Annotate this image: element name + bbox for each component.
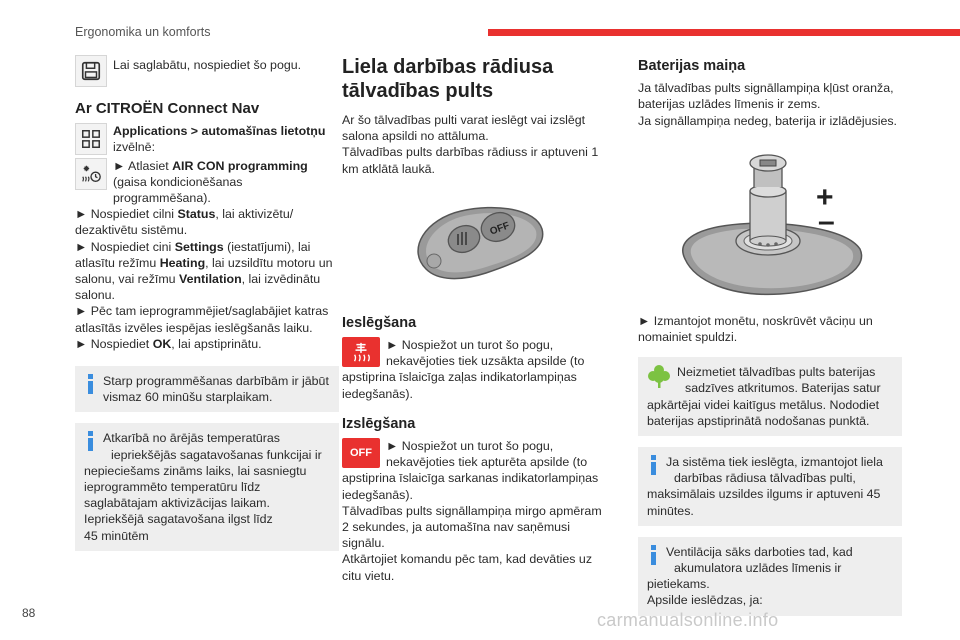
step-settings-bold: Settings bbox=[174, 239, 224, 254]
step-program: ► Pēc tam ieprogrammējiet/saglabājiet katras atlasītās izvēles iespējas ieslēgšanās laiku. bbox=[75, 304, 329, 335]
step-ok-post: , lai apstiprinātu. bbox=[171, 336, 262, 351]
apps-bold: Applications > automašīnas lietotņu bbox=[113, 124, 326, 139]
note-temp-line1: Atkarībā no ārējās temperatūras bbox=[103, 431, 281, 446]
note-duration-line2: darbības rādiusa tālvadības pulti, bbox=[674, 471, 856, 486]
minus-sign: – bbox=[818, 204, 835, 238]
remote-off-label: OFF bbox=[488, 220, 512, 238]
eco-rest: apkārtējai videi kaitīgus metālus. Nododiet baterijas apstiprinātā nodošanas punktā. bbox=[647, 397, 880, 428]
step-settings-mid: (iestatījumi), lai atlasītu režīmu bbox=[75, 239, 311, 270]
step-settings-mid2: , lai uzsildītu motoru un salonu, vai režīmu bbox=[75, 255, 333, 287]
step-status bbox=[75, 206, 339, 238]
step-status-post: , lai aktivizētu/ dezaktivētu sistēmu. bbox=[75, 207, 294, 238]
applications-grid-icon bbox=[75, 123, 107, 155]
watermark: carmanualsonline.info bbox=[597, 610, 779, 630]
remote-illustration bbox=[342, 199, 610, 295]
aircon-timer-icon bbox=[75, 158, 107, 190]
select-post: (gaisa kondicionēšanas programmēšana). bbox=[113, 174, 243, 206]
column-2 bbox=[342, 55, 610, 584]
battery-illustration bbox=[638, 149, 902, 299]
plus-sign: + bbox=[816, 180, 834, 214]
remote-intro-2: Tālvadības pults darbības rādiuss ir aptuveni 1 km atklātā laukā. bbox=[342, 145, 599, 176]
switch-off-title: Izslēgšana bbox=[342, 415, 416, 432]
step-ok bbox=[75, 336, 339, 352]
info-note-ventilation bbox=[638, 537, 902, 616]
note-vent-line1: Ventilācija sāks darboties tad, kad bbox=[666, 544, 853, 559]
remote-title: Liela darbības rādiusa tālvadības pults bbox=[342, 56, 554, 102]
page-number: 88 bbox=[22, 606, 36, 620]
heating-on-icon bbox=[342, 337, 380, 367]
header-title: Ergonomika un komforts bbox=[75, 25, 211, 39]
step-ok-pre: ► Nospiediet bbox=[75, 336, 153, 351]
step-settings bbox=[75, 239, 339, 304]
info-icon bbox=[647, 543, 661, 567]
info-icon bbox=[84, 429, 98, 453]
step-status-bold: Status bbox=[177, 207, 216, 222]
remote-control-image bbox=[406, 199, 546, 295]
header-accent-bar bbox=[488, 29, 960, 36]
environment-leaf-icon bbox=[647, 363, 671, 389]
switch-off-block bbox=[342, 438, 610, 584]
battery-p1: Ja tālvadības pults signāllampiņa kļūst oranža, baterijas uzlādes līmenis ir zems. bbox=[638, 81, 894, 112]
save-icon bbox=[75, 55, 107, 87]
battery-step: ► Izmantojot monētu, noskrūvēt vāciņu un nomainiet spuldzi. bbox=[638, 313, 873, 345]
note-vent-line2: akumulatora uzlādes līmenis ir bbox=[674, 561, 842, 576]
info-icon bbox=[84, 372, 98, 396]
battery-title: Baterijas maiņa bbox=[638, 58, 746, 74]
info-note-temperature bbox=[75, 423, 339, 550]
note-duration-line1: Ja sistēma tiek ieslēgta, izmantojot liela bbox=[666, 455, 883, 470]
note-interval-rest: vismaz 60 minūšu starplaikam. bbox=[103, 390, 273, 405]
column-1 bbox=[75, 55, 339, 551]
note-duration-rest: maksimālais uzsildes ilgums ir aptuveni 45 minūtes. bbox=[647, 487, 881, 518]
note-temp-rest: nepieciešams zināms laiks, lai sasniegtu ieprogrammēto temperatūru līdz saglabātajam aktivizācijas laikam. bbox=[84, 463, 307, 511]
switch-off-text-2: Tālvadības pults signāllampiņa mirgo apmēram 2 sekundes, ja automašīna nav saņēmusi signālu. bbox=[342, 503, 602, 551]
note-vent-extra: Apsilde ieslēdzas, ja: bbox=[647, 593, 763, 608]
off-icon bbox=[342, 438, 380, 468]
battery-replacement-image bbox=[670, 149, 870, 299]
step-settings-pre: ► Nospiediet cini bbox=[75, 239, 175, 254]
note-temp-extra2: 45 minūtēm bbox=[84, 528, 149, 543]
select-pre: ► Atlasiet bbox=[113, 158, 173, 173]
switch-on-text: ► Nospiežot un turot šo pogu, nekavējoties tiek uzsākta apsilde (to apstiprina īslaicīga zaļas indikatorlampiņas iedegšanās). bbox=[342, 338, 585, 401]
remote-intro-1: Ar šo tālvadības pulti varat ieslēgt vai izslēgt salona apsildi no attāluma. bbox=[342, 113, 586, 144]
eco-line2: sadzīves atkritumos. Baterijas satur bbox=[685, 381, 881, 396]
switch-on-title: Ieslēgšana bbox=[342, 314, 417, 331]
note-interval-line1: Starp programmēšanas darbībām ir jābūt bbox=[103, 374, 329, 389]
info-note-interval bbox=[75, 366, 339, 412]
eco-note bbox=[638, 357, 902, 436]
step-heating-bold: Heating bbox=[159, 255, 206, 270]
step-settings-post: , lai izvēdinātu salonu. bbox=[75, 272, 321, 303]
off-icon-label: OFF bbox=[350, 446, 372, 459]
note-temp-extra1: Iepriekšējā sagatavošana ilgst līdz bbox=[84, 512, 273, 527]
connect-nav-title: Ar CITROËN Connect Nav bbox=[75, 100, 260, 117]
apps-instruction bbox=[75, 123, 339, 155]
aircon-instruction bbox=[75, 158, 339, 207]
save-instruction bbox=[75, 55, 339, 87]
step-ventilation-bold: Ventilation bbox=[179, 272, 242, 287]
note-vent-rest: pietiekams. bbox=[647, 577, 710, 592]
step-status-pre: ► Nospiediet cilni bbox=[75, 207, 178, 222]
save-text: Lai saglabātu, nospiediet šo pogu. bbox=[113, 58, 302, 72]
column-3 bbox=[638, 55, 902, 616]
switch-off-text: ► Nospiežot un turot šo pogu, nekavējoties tiek apturēta apsilde (to apstiprina īslaicīga sarkanas indikatorlampiņas iedegšanās). bbox=[342, 439, 599, 502]
battery-p2: Ja signāllampiņa nedeg, baterija ir izlādējusies. bbox=[638, 113, 897, 128]
note-temp-line2: iepriekšējās sagatavošanas funkcijai ir bbox=[111, 447, 322, 462]
switch-off-text-3: Atkārtojiet komandu pēc tam, kad devāties uz citu vietu. bbox=[342, 552, 593, 583]
info-note-duration bbox=[638, 447, 902, 526]
eco-line1: Neizmetiet tālvadības pults baterijas bbox=[677, 365, 876, 380]
switch-on-block bbox=[342, 337, 610, 402]
select-bold: AIR CON programming bbox=[172, 158, 308, 173]
info-icon bbox=[647, 453, 661, 477]
apps-rest: izvēlnē: bbox=[113, 140, 156, 155]
step-ok-bold: OK bbox=[152, 336, 172, 351]
